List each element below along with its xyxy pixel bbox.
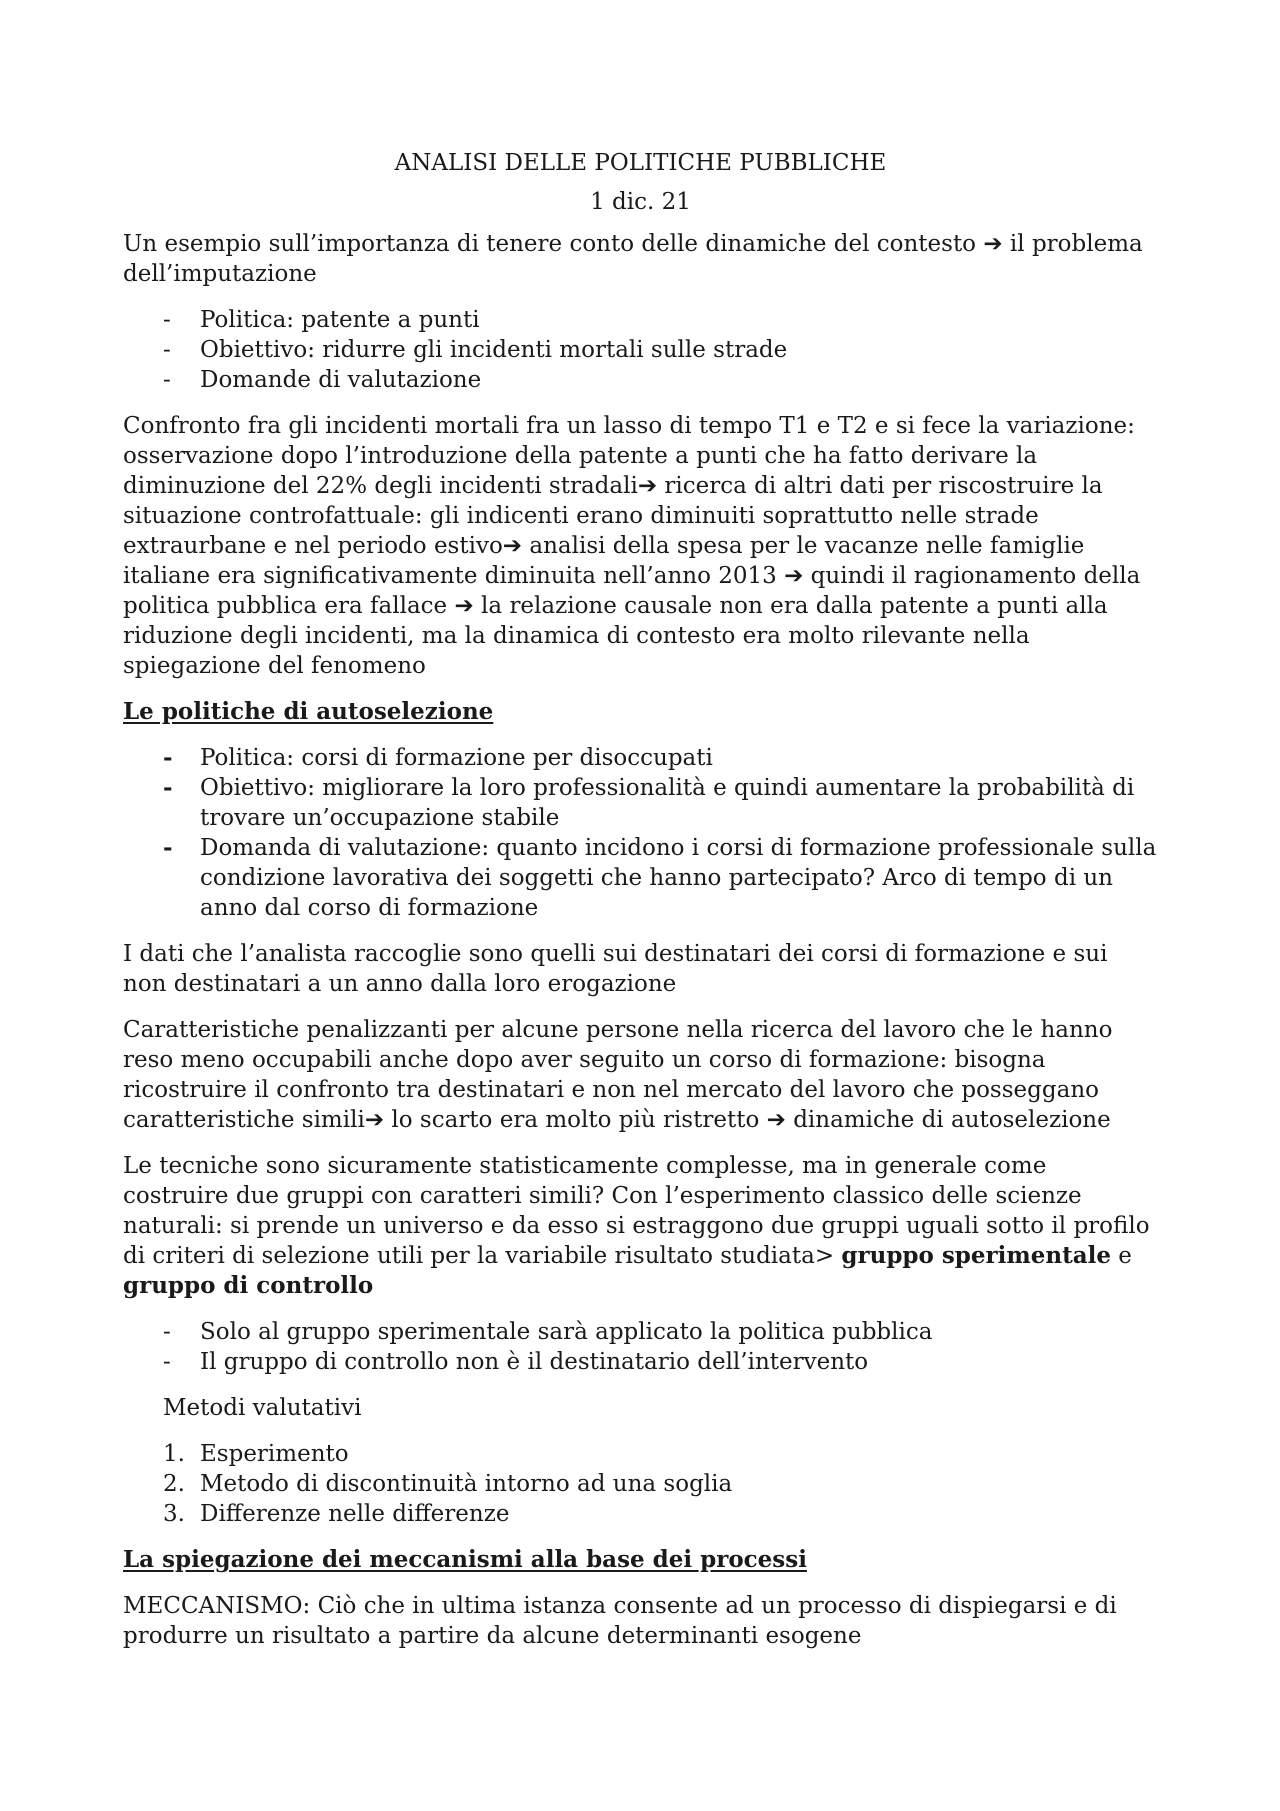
- list-item: [123, 1317, 1158, 1347]
- bold-term-experimental: gruppo sperimentale: [841, 1242, 1111, 1269]
- list-item-text: Il gruppo di controllo non è il destinatario dell’intervento: [200, 1349, 869, 1375]
- group-list: [123, 1317, 1158, 1377]
- arrow-icon: ➔: [364, 1107, 385, 1133]
- para-text: ricerca di altri dati per riscostruire la situazione controfattuale: gli indicenti erano diminuiti soprattutto nelle strade extraurbane e nel periodo estivo: [123, 473, 1103, 559]
- methods-list: [123, 1439, 1158, 1529]
- dash-marker: -: [163, 367, 171, 393]
- intro-text-a: Un esempio sull’importanza di tenere conto delle dinamiche del contesto: [123, 231, 984, 257]
- list-item-text: Politica: patente a punti: [200, 307, 480, 333]
- heading-autoselezione: Le politiche di autoselezione: [123, 698, 494, 725]
- list-item-text: Politica: corsi di formazione per disoccupati: [200, 745, 713, 771]
- paragraph-counterfactual: [123, 411, 1158, 681]
- para-text: lo scarto era molto più ristretto: [384, 1107, 767, 1133]
- para-text: e: [1110, 1243, 1132, 1269]
- list-item: [123, 1499, 1158, 1529]
- para-text: Caratteristiche penalizzanti per alcune persone nella ricerca del lavoro che le hanno reso meno occupabili anche dopo aver seguito un corso di formazione: bisogna ricostruire il confronto tra destinatari e non nel mercato del lavoro che posseggano caratteristiche simili: [123, 1017, 1113, 1133]
- para-text: la relazione causale non era dalla patente a punti alla riduzione degli incidenti, ma la dinamica di contesto era molto rilevante nella spiegazione del fenomeno: [123, 593, 1108, 679]
- intro-text-b: il problema dell’imputazione: [123, 231, 1143, 287]
- arrow-icon: ➔: [983, 231, 1003, 257]
- dash-marker: -: [163, 1349, 171, 1375]
- list-item-text: Differenze nelle differenze: [200, 1501, 510, 1527]
- arrow-icon: ➔: [637, 473, 658, 499]
- list-item-text: Metodo di discontinuità intorno ad una soglia: [200, 1471, 733, 1497]
- dash-marker: -: [163, 307, 171, 333]
- list-item-text: Obiettivo: migliorare la loro professionalità e quindi aumentare la probabilità di trovare un’occupazione stabile: [200, 775, 1135, 831]
- heading-meccanismi: La spiegazione dei meccanismi alla base dei processi: [123, 1546, 807, 1573]
- policy-list-2: [123, 743, 1158, 923]
- dash-marker: -: [163, 1319, 171, 1345]
- list-item-text: Esperimento: [200, 1441, 349, 1467]
- policy-list-1: [123, 305, 1158, 395]
- dash-marker: -: [163, 834, 173, 861]
- number-marker: 1.: [163, 1441, 185, 1467]
- list-item: [123, 743, 1158, 773]
- list-item: [123, 773, 1158, 833]
- list-item: [123, 305, 1158, 335]
- list-item-text: Obiettivo: ridurre gli incidenti mortali sulle strade: [200, 337, 788, 363]
- para-text: Confronto fra gli incidenti mortali fra un lasso di tempo T1 e T2 e si fece la variazione: osservazione dopo l’introduzione della patente a punti che ha fatto derivare la diminuzione del 22% degli incidenti stradali: [123, 413, 1135, 499]
- arrow-icon: ➔: [502, 533, 523, 559]
- paragraph-meccanismo: MECCANISMO: Ciò che in ultima istanza consente ad un processo di dispiegarsi e di produrre un risultato a partire da alcune determinanti esogene: [123, 1593, 1117, 1649]
- number-marker: 3.: [163, 1501, 185, 1527]
- list-item-text: Domanda di valutazione: quanto incidono i corsi di formazione professionale sulla condizione lavorativa dei soggetti che hanno partecipato? Arco di tempo di un anno dal corso di formazione: [200, 835, 1157, 921]
- list-item: [123, 1469, 1158, 1499]
- paragraph-techniques: [123, 1151, 1158, 1301]
- document-date: 1 dic. 21: [590, 189, 691, 215]
- para-text: quindi il ragionamento della politica pubblica era fallace: [123, 563, 1141, 619]
- list-item: [123, 1439, 1158, 1469]
- dash-marker: -: [163, 774, 173, 801]
- dash-marker: -: [163, 744, 173, 771]
- paragraph-characteristics: [123, 1015, 1158, 1135]
- para-text: analisi della spesa per le vacanze nelle famiglie italiane era significativamente diminuita nell’anno 2013: [123, 533, 1085, 589]
- number-marker: 2.: [163, 1471, 185, 1497]
- list-item-text: Domande di valutazione: [200, 367, 482, 393]
- list-item: [123, 1347, 1158, 1377]
- para-text: Le tecniche sono sicuramente statisticamente complesse, ma in generale come costruire due gruppi con caratteri simili? Con l’esperimento classico delle scienze naturali: si prende un universo e da esso si estraggono due gruppi uguali sotto il profilo di criteri di selezione utili per la variabile risultato studiata>: [123, 1153, 1150, 1269]
- bold-term-control: gruppo di controllo: [123, 1272, 374, 1299]
- dash-marker: -: [163, 337, 171, 363]
- arrow-icon: ➔: [784, 563, 804, 589]
- paragraph-data: I dati che l’analista raccoglie sono quelli sui destinatari dei corsi di formazione e sui non destinatari a un anno dalla loro erogazione: [123, 941, 1108, 997]
- document-title: ANALISI DELLE POLITICHE PUBBLICHE: [394, 150, 887, 176]
- list-item-text: Solo al gruppo sperimentale sarà applicato la politica pubblica: [200, 1319, 933, 1345]
- methods-label: Metodi valutativi: [163, 1395, 362, 1421]
- list-item: [123, 365, 1158, 395]
- list-item: [123, 833, 1158, 923]
- arrow-icon: ➔: [454, 593, 474, 619]
- intro-paragraph: [123, 229, 1158, 289]
- arrow-icon: ➔: [766, 1107, 786, 1133]
- list-item: [123, 335, 1158, 365]
- para-text: dinamiche di autoselezione: [785, 1107, 1111, 1133]
